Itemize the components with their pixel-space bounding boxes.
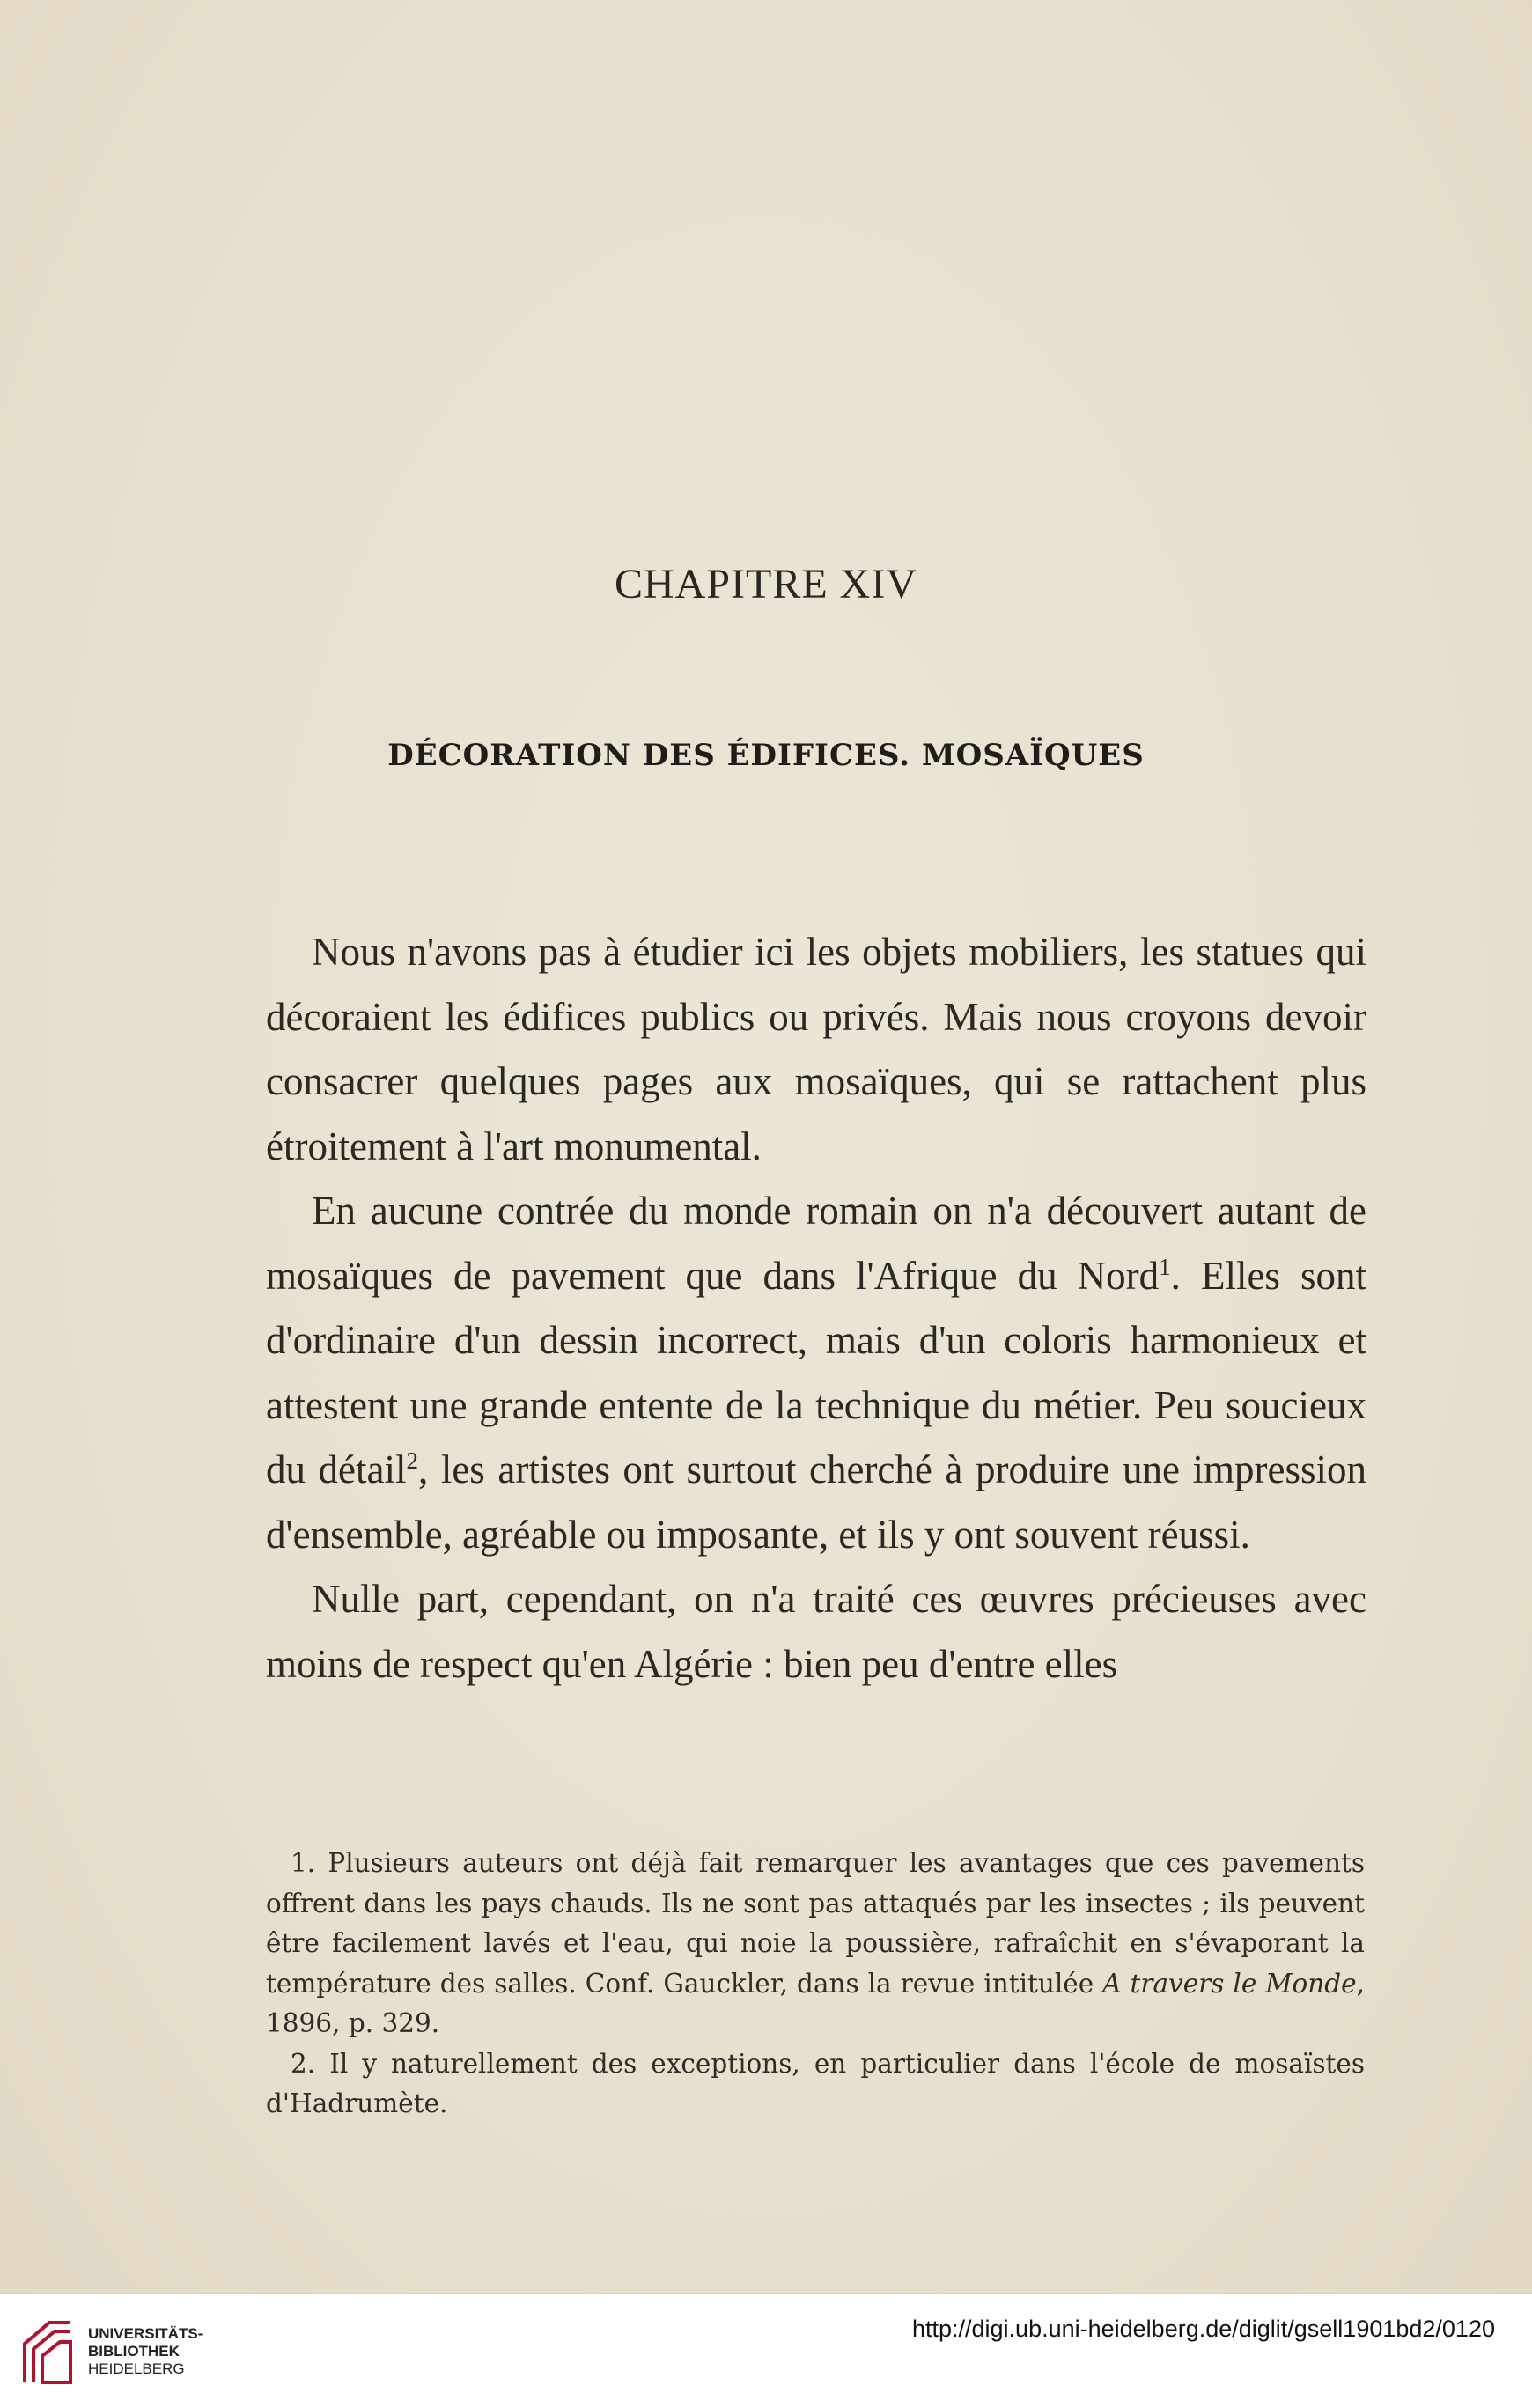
paragraph-2-part-1: En aucune contrée du monde romain on n'a découvert autant de mosaïques de pavement que dans l'Afrique du Nord [266,1189,1366,1298]
footnote-1-text: 1. Plusieurs auteurs ont déjà fait remarquer les avantages que ces pavements offrent dans les pays chauds. Ils ne sont pas attaqués par les insectes ; ils peuvent être facilement lavés et l'eau, qui noie la poussière, rafraîchit en s'évaporant la température des salles. Conf. Gauckler, dans la revue intitulée [266,1848,1365,1999]
footnote-1-journal-title: A travers le Monde [1102,1968,1357,1999]
footnote-1 [266,1844,1365,2044]
permalink-url[interactable]: http://digi.ub.uni-heidelberg.de/diglit/gsell1901bd2/0120 [911,2316,1495,2342]
paragraph-2-part-3: , les artistes ont surtout cherché à produire une impression d'ensemble, agréable ou imposante, et ils y ont souvent réussi. [266,1447,1366,1557]
library-logo-icon[interactable] [19,2317,76,2386]
section-title: DÉCORATION DES ÉDIFICES. MOSAÏQUES [387,738,1145,773]
library-name [88,2325,203,2378]
paragraph-1: Nous n'avons pas à étudier ici les objets mobiliers, les statues qui décoraient les édifices publics ou privés. Mais nous croyons devoir consacrer quelques pages aux mosaïques, qui se rattachent plus étroitement à l'art monumental. [266,930,1366,1168]
footnotes [266,1844,1365,2124]
paragraph-2-part-2: . Elles sont d'ordinaire d'un dessin incorrect, mais d'un coloris harmonieux et attestent une grande entente de la technique du métier. Peu soucieux du détail [266,1253,1366,1491]
library-name-line-3: HEIDELBERG [88,2360,185,2377]
library-name-line-1: UNIVERSITÄTS- [88,2325,203,2342]
footnote-2: 2. Il y naturellement des exceptions, en particulier dans l'école de mosaïstes d'Hadrumète. [266,2048,1365,2118]
footnote-1-tail: , 1896, p. 329. [266,1968,1365,2038]
footnote-ref-2: 2 [406,1447,419,1474]
footnote-ref-1: 1 [1159,1253,1171,1280]
chapter-heading: CHAPITRE XIV [615,561,917,608]
library-name-line-2: BIBLIOTHEK [88,2343,180,2360]
footer-bar [0,2293,1532,2408]
paragraph-3: Nulle part, cependant, on n'a traité ces œuvres précieuses avec moins de respect qu'en Algérie : bien peu d'entre elles [266,1577,1366,1686]
paragraph-2 [266,1179,1366,1567]
body-text [266,920,1366,1697]
